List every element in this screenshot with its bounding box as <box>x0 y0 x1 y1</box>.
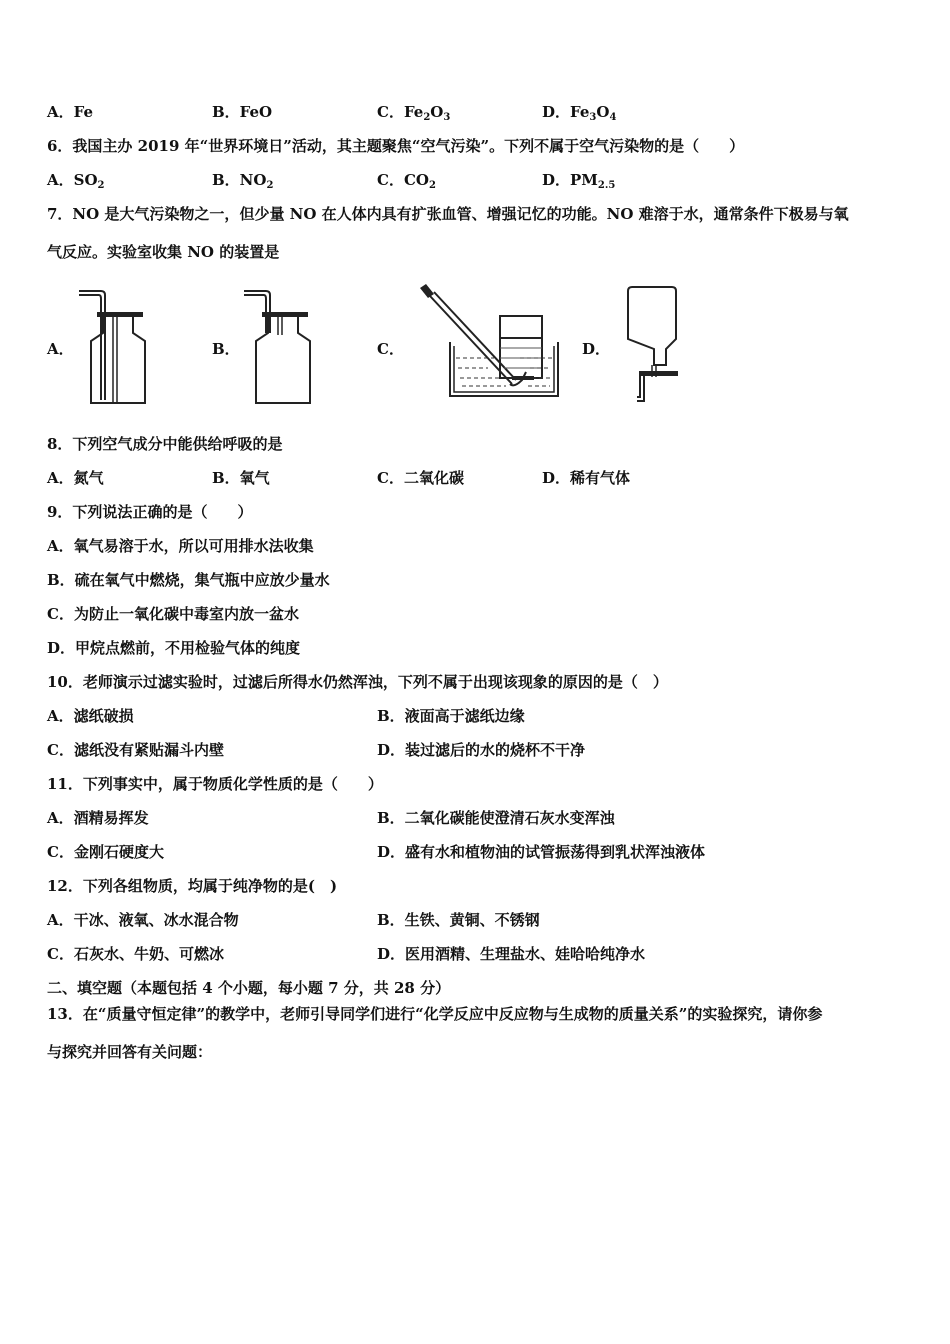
q6-option-d: D．$PM_{2.5}$ <box>542 171 616 191</box>
q13-stem-line2: 与探究并回答有关问题： <box>47 1043 213 1061</box>
q7-stem-line1: 7．NO 是大气污染物之一，但少量 NO 在人体内具有扩张血管、增强记忆的功能。NO 难溶于水，通常条件下极易与氧 <box>47 205 849 223</box>
q11-stem: 11．下列事实中，属于物质化学性质的是（ ） <box>47 775 383 793</box>
q5-option-b: B．FeO <box>212 103 273 121</box>
q13-stem-line1: 13．在“质量守恒定律”的教学中，老师引导同学们进行“化学反应中反应物与生成物的质量关系”的实验探究，请你参 <box>47 1005 823 1023</box>
q5-option-d: D．$Fe_3O_4$ <box>542 103 617 123</box>
q7-label-b: B． <box>212 340 240 358</box>
q11-option-b: B．二氧化碳能使澄清石灰水变浑浊 <box>377 809 615 827</box>
q8-option-d: D．稀有气体 <box>542 469 631 487</box>
q8-option-b: B．氧气 <box>212 469 270 487</box>
apparatus-a-gas-bottle <box>75 285 155 410</box>
section-2-heading: 二、填空题（本题包括 4 个小题，每小题 7 分，共 28 分） <box>47 979 451 997</box>
q12-option-b: B．生铁、黄铜、不锈钢 <box>377 911 540 929</box>
q11-option-d: D．盛有水和植物油的试管振荡得到乳状浑浊液体 <box>377 843 706 861</box>
q12-option-d: D．医用酒精、生理盐水、娃哈哈纯净水 <box>377 945 646 963</box>
q12-option-a: A．干冰、液氧、冰水混合物 <box>47 911 239 929</box>
q8-option-a: A．氮气 <box>47 469 104 487</box>
q6-option-a: A．$SO_2$ <box>47 171 105 191</box>
q7-label-a: A． <box>47 340 74 358</box>
q7-label-d: D． <box>582 340 611 358</box>
q5-option-c: C．$Fe_2O_3$ <box>377 103 451 123</box>
q9-option-c: C．为防止一氧化碳中毒室内放一盆水 <box>47 605 299 623</box>
apparatus-d-inverted-bottle <box>612 283 692 408</box>
q8-option-c: C．二氧化碳 <box>377 469 464 487</box>
q10-option-b: B．液面高于滤纸边缘 <box>377 707 525 725</box>
q10-stem: 10．老师演示过滤实验时，过滤后所得水仍然浑浊，下列不属于出现该现象的原因的是（ ） <box>47 673 668 691</box>
q11-option-c: C．金刚石硬度大 <box>47 843 164 861</box>
q9-option-d: D．甲烷点燃前，不用检验气体的纯度 <box>47 639 301 657</box>
q10-option-c: C．滤纸没有紧贴漏斗内壁 <box>47 741 224 759</box>
q5-option-a: A．Fe <box>47 103 94 121</box>
q12-option-c: C．石灰水、牛奶、可燃冰 <box>47 945 224 963</box>
q9-option-b: B．硫在氧气中燃烧，集气瓶中应放少量水 <box>47 571 330 589</box>
q10-option-d: D．装过滤后的水的烧杯不干净 <box>377 741 586 759</box>
q6-option-c: C．$CO_2$ <box>377 171 436 191</box>
q9-stem: 9．下列说法正确的是（ ） <box>47 503 253 521</box>
apparatus-c-water-trough <box>410 280 570 405</box>
q12-stem: 12．下列各组物质，均属于纯净物的是( ) <box>47 877 338 895</box>
q6-stem: 6．我国主办 2019 年“世界环境日”活动，其主题聚焦“空气污染”。下列不属于空气污染物的是（ ） <box>47 137 745 155</box>
q10-option-a: A．滤纸破损 <box>47 707 134 725</box>
apparatus-b-gas-bottle <box>240 285 320 410</box>
q9-option-a: A．氧气易溶于水，所以可用排水法收集 <box>47 537 314 555</box>
q7-label-c: C． <box>377 340 404 358</box>
q11-option-a: A．酒精易挥发 <box>47 809 149 827</box>
q8-stem: 8．下列空气成分中能供给呼吸的是 <box>47 435 283 453</box>
q7-stem-line2: 气反应。实验室收集 NO 的装置是 <box>47 243 280 261</box>
q6-option-b: B．$NO_2$ <box>212 171 274 191</box>
